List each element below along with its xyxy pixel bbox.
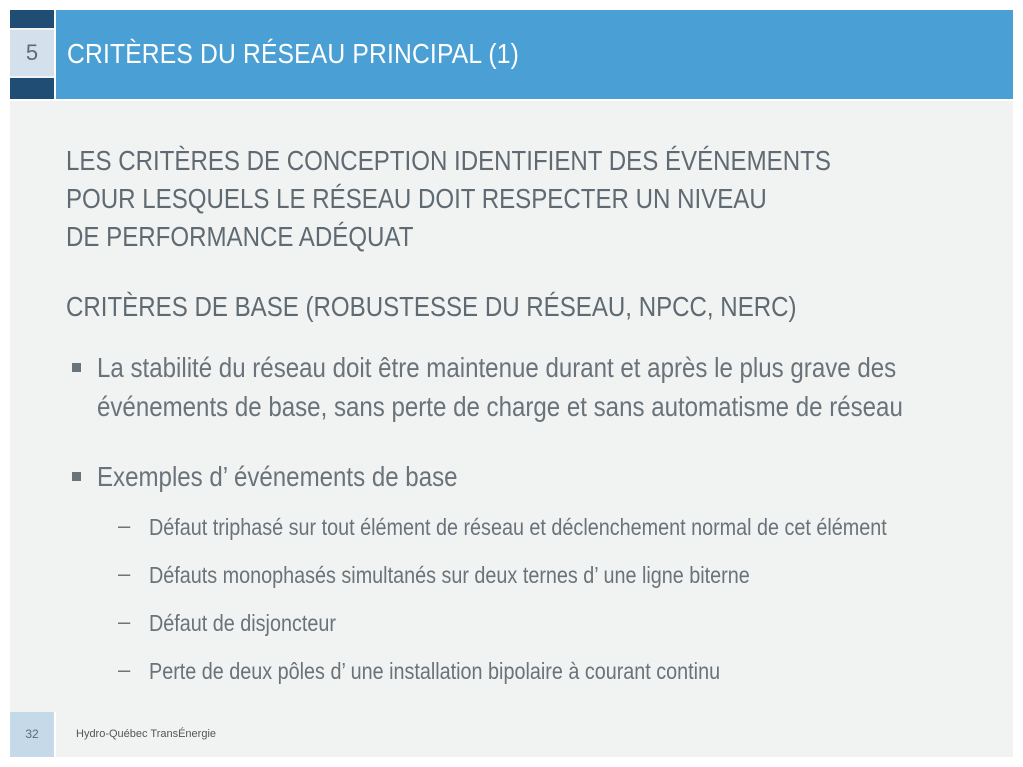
sub-bullet-item: Défaut triphasé sur tout élément de réseau et déclenchement normal de cet élément [149,514,887,540]
slide-number: 5 [10,30,54,76]
footer-company: Hydro-Québec TransÉnergie [76,728,217,740]
header-divider [10,99,1013,101]
dash-icon: – [118,609,131,634]
sub-bullet-item: Perte de deux pôles d’ une installation bipolaire à courant continu [149,658,721,684]
bullet-stability-line-2: événements de base, sans perte de charge et sans automatisme de réseau [97,391,903,422]
header-vertical-divider [54,10,56,101]
footer-divider [54,712,56,757]
header-bar [56,10,1013,99]
page-title: CRITÈRES DU RÉSEAU PRINCIPAL (1) [67,38,519,69]
header-accent-bottom [10,78,54,99]
dash-icon: – [118,561,131,586]
header-accent-top [10,10,54,28]
bullet-square-icon [72,472,81,481]
intro-line-2: POUR LESQUELS LE RÉSEAU DOIT RESPECTER UN NIVEAU [66,183,767,214]
dash-icon: – [118,657,131,682]
dash-icon: – [118,513,131,538]
intro-line-1: LES CRITÈRES DE CONCEPTION IDENTIFIENT DES ÉVÉNEMENTS [66,145,831,176]
bullet-square-icon [72,363,81,372]
sub-bullet-item: Défaut de disjoncteur [149,610,336,636]
section-heading: CRITÈRES DE BASE (ROBUSTESSE DU RÉSEAU, NPCC, NERC) [66,291,797,322]
footer-page-number: 32 [10,712,54,757]
bullet-stability-line-1: La stabilité du réseau doit être maintenue durant et après le plus grave des [97,352,897,383]
intro-line-3: DE PERFORMANCE ADÉQUAT [66,221,414,252]
sub-bullet-item: Défauts monophasés simultanés sur deux ternes d’ une ligne biterne [149,562,750,588]
bullet-examples: Exemples d’ événements de base [97,461,458,492]
